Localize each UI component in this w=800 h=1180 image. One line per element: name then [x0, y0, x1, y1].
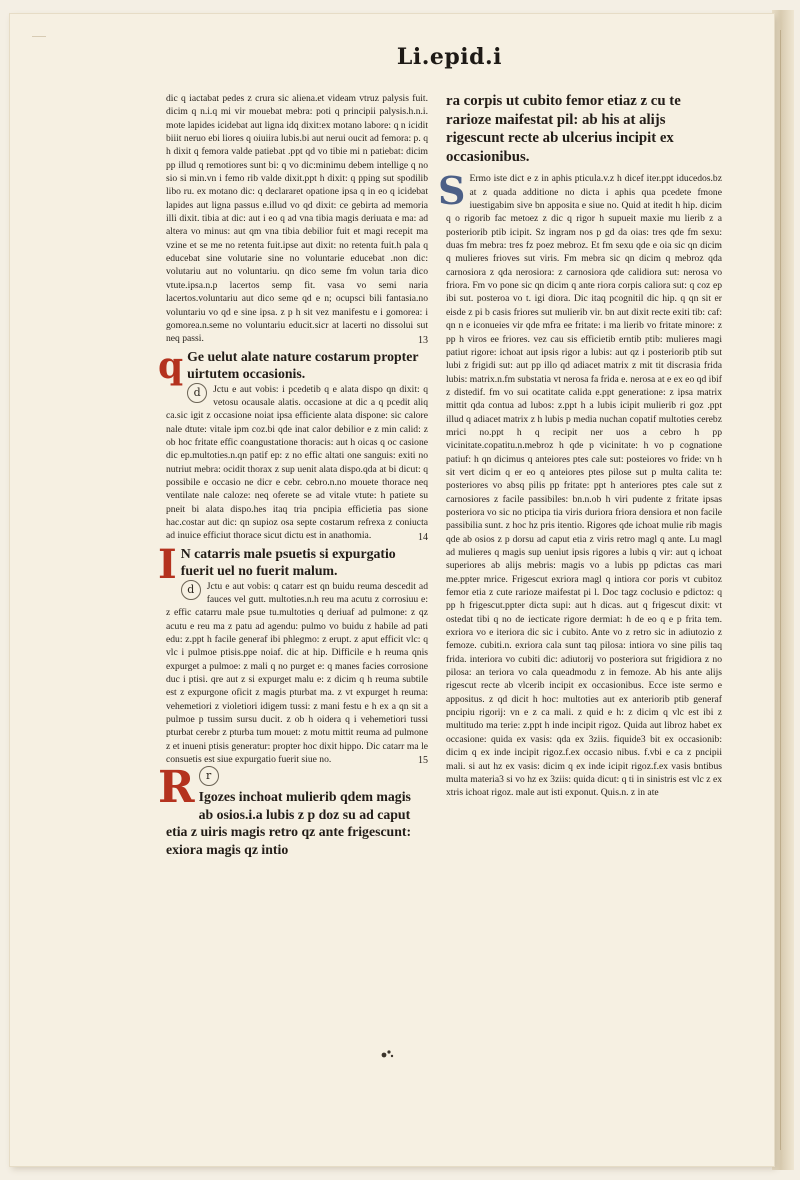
section-heading-catarris: N catarris male psuetis si expurgatio fuerit uel no fuerit malum.	[180, 545, 396, 579]
section-number-15: 15	[418, 755, 428, 767]
right-column	[438, 92, 722, 800]
left-paragraph-3: Jctu e aut vobis: q catarr est qn buidu reuma descedit ad fauces vel gutt. multoties.n.h reu ma acutu z corrosiuu e: z effic catarru male psue tu.multoties q deriuaf ad pulmone: z qz acutu e reu ma z patu ad agendu: pulmo vo buidu z habile ad pati edu: z.ppt h facile generaf ibi phlegmo: z erupt. z aput efficit vlc: q vlc i pulmoe ptisis.ppe noiaf. dic at hip. Difficile e h reuma qnis expurget a pulmoe: z mali q no purget e: q manes facies corrosione duc i ptisi. qre aut z si expurget malu e: z dicim q h reuma subtile est z expurgone oficit z magis pturbat ma. z vt expurget h reuma: vehemetiori z violetiori idigem tussi: z mani festu e h ex a qn sit a pulmoe p tussim sursu ducit. z ob h oidera q i vehemetiori tussi pturbat cerebr z pturba tum mouet: z motu mittit reuma ad pulmone z et inueni ptisis generatur: propter hoc dixit hippo. Dic catarr ma le consuetis est siue expurgatio fuerit siue no.	[166, 580, 428, 766]
guide-letter-d-icon: d	[187, 383, 207, 403]
left-section-4	[158, 762, 428, 858]
running-title: Li.epid.i	[396, 44, 502, 70]
right-opening-lines: ra corpis ut cubito femor etiaz z cu te rarioze maifestat pil: ab his at alijs rigescunt recte ab ulcerius incipit ex occasionibus.	[446, 93, 681, 165]
book-fore-edge	[772, 10, 794, 1170]
section-heading-rigores: Igozes inchoat mulierib qdem magis ab osios.i.a lubis z p doz su ad caput etia z uiris magis retro qz ante frigescunt: exiora magis qz intio	[166, 789, 412, 857]
initial-q: q	[158, 344, 184, 387]
guide-letter-d2-icon: d	[181, 580, 201, 600]
page-corner-mark	[32, 36, 46, 45]
ink-blot-mark	[378, 1046, 398, 1060]
guide-letter-r-icon: r	[199, 766, 219, 786]
right-section-1	[438, 168, 722, 799]
section-number-14: 14	[418, 531, 428, 543]
initial-s: S	[438, 168, 466, 214]
left-section-3	[158, 540, 428, 767]
left-column	[158, 92, 428, 858]
left-section-1	[166, 92, 428, 346]
initial-r: R	[158, 762, 195, 814]
section-heading-alata: Ge uelut alate nature costarum propter uirtutem occasionis.	[187, 348, 419, 382]
left-paragraph-2: Jctu e aut vobis: i pcedetib q e alata dispo qn dixit: q vetosu ocausale alatis. occasione at dic a q pcedit aliq ca.sic igit z occasione noiat ipsa efficiente alata dispone: sic calore nale dtute: vitale ipm coz.bi qde inat calor debilior e z min calid: z ob hoc fritate effic coangustatione thoracis: aut h oicas q oc casione dic ep.multoties.n.qn patif ep: z no effic altati one sanguis: exiti no nutriut mebra: ocidit thorax z sup uenit alata dispo.qda at bi dicut: q possibile e occasio ne dicr e cebr. cebro.n.no mouete thorace neq ventilate nale caloze: neq oferete se ad vitale vtute: h patiete su pneit bi alata dispo.hes itaq tria pncipia efficietia pas sione hac.costar aut dic: qn supioz osa septe costarum refrexa z coniucta ad inuice efficiut thorace sicut dictu est in anathomia.	[166, 383, 428, 542]
section-number-13: 13	[418, 334, 428, 346]
left-paragraph-1: dic q iactabat pedes z crura sic aliena.et videam vtruz palysis fuit. dicim q n.i.q mi vir mouebat mebra: poti q principii palysis.h.n.i. mote lapides icidebat aut ligna idq dixit:ex motano labore: q n icidit biiit neruo ebi liores q oiuiira lubis.bi aut nerui oucit ad femora: p. q h dixit q femora valde patiebat .ppt qd vo tibie mi n patiebat: dicim pp illud q remotiores sunt bi: q vo dic:minimu debem intellige q no sio si min.vn i femo rib valde dixit.ppt h dixit: q pping sut spodilib libo ru. ex motano dic: q declararet opatione ipsa q in eo q icidebat lapides aut ligna passus e.illud vo qd dixit: ce gebirta ad memoria illi dixit. tibia at dic: aut i eo q ad vna tibia magis deriuata e ma: ad altera vo minus: aut qm vna tibia debilior fuit et magi recepit ma vzine et se me no retenta fuit.ipse aut dixit: no retenta fuit.h pala q educebat sine volutarie sine no voluntarie educebat .non dic: volutariu aut no voluntariu. qn dico seme fm volun taria dico vtute.ipsa.n.p lacertos semp fit. vasa vo semi naria lacertos.voluntariu aut dico seme qd e n; ocupsci bili fantasia.no voluntariu vo qd e sine ipsa. z p h sit vez manifestu e i gomorea: i gomorea.n.seme no voluntariu educit.sicr at lacerti no dissolui sut neq passi.	[166, 93, 428, 345]
right-paragraph-1: Ermo iste dict e z in aphis pticula.v.z h dicef iter.ppt iducedos.bz at z quada additione no dicta i aphis qua pcedete fmone iuestigabim sive bn apposita e siue no. Quid at itedit h hip. dicim q o rigorib fac metoez z dic q rigor h supueit maxie mu lierib z a posteriorib ptib icipit. Sz ingram nos p gd da oias: tres qde fm sexu: duas fm mebra: tres fz poez mebroz. Et fm sexu qde e oia sic qn dicim q mulieres frioves sut viris. Fm mebra sic qn dicim q mebroz qda carnosiora z qda nerosiora: z carnosiora qde calidiora sut: nerosa vo friora. Fm vo pone sic qn dicim q ante riora corpis caliora sut: q coz ep ibi sut. posteroa vo t. igi diora. Dic itaq pcognitil dic hip. q qn sit er eisde z pi b casis friores sut mulierib vir. bn aut dixit recte exiti tib: caf: qn n e iconueies vir qde mfra ee fritate: i ma lierib vo fritate minore: z pp h viros ee friores. vez cau sis efficietib erntib ptib: mulieres magi patiut rigore: ichoat aut ipsis rigor a lubis: aut qz i posteriorib ptib sut lubi z frigidi sut: aut pp illo qd adiacet matrix z mit tit discrasia frida lubis: matrix.n.fm substatia vt nerosa fa frida e. nerosa at e ex eo qd ibif z distedif. fm vo sui ocatitate calida e.ppt generatione: z ipsa matrix mittit qda contua ad lubos: z.ppt h a lubis icipit mulierib ri goz .ppt illud q adiacet matrix z h lubis p media nuchan copatif multoties cerebz mrici no.ppt h q recipit ner uos a cebro h pp vicinitate.copatitu.n.mebroz h qde p vicinitate: h vo p cognatione patiuf: h qn dicimus q anteiores ptes cale sut: posteiores vo fride: vn h sit vert dicim q er eo q anteiores ptes pilose sut p multa calita te: posteriores vo absq pilis pp fritate: ppt h anteriores ptes cale sut z carnosiores z facile passibiles: bn.n.ob h viri pudente z fritate ipsas posteriora vo sic no pticipa tia viris duriora friora densiora et non facile passibilia sunt. z hoc hz pris itentio. Rigores qde ichoat mulie rib magis qde ab osios z p dorsu ad caput etia z viris retro magl q ante. Lu magl ad mulieres q magis sup ueniut ipsis rigores a lubis q vir: aut q ichoat superiores ab alijs mebris: magis vo a lubis pp pdictas cas mari me.ppter mrice. Frigescut exriora magl q intiora cor poris vt cubitoz femor etia z cute rarioze maifestat pi l. Doc tagz coclusio e pdictoz: q pp h frigescut.ppter dicta supi: aut h dicas. aut q frigescut dixit: vt ostedat tibi q no de iecticate rigore dermiat: h de eo q e p frita tem. exriora vo e iteriora dic sic i cubito. Ante vo z retro sic in adiutozio z femoze. cubiti.n. exriora cala sunt taq pilosa: intiora vo sine pilis taq frida. interiora vo cubiti dic: adiutorij vo posteriora sut frigidiora z no pilosa: an teriora vo cala queadmodu z in femoze. Ab his ante alijs rigescut recte ab vlcerib incipit ex occasionibus. Ecce iste sermo e appositus. z qd dicit h hoc: multoties aut ex anteriorib ptib generaf pncipiu rigorij: vn e z ca mali. z quid e h: z dicim q vlc est ibi z multitudo ma terie: z.ppt h inde incipit rigoz. Quida aut libroz habet ex occasione: quida ex vasis: qda ex 3ziis. fiquide3 bit ex occasionib: dicim q ex inde incipit rigoz.f.ex occasio nibus. f.vbi e ca z pncipii mali. si aut hz ex vasis: dicim q ex inde icipit rigoz.f.ex vasis bntibus multa materia3 si vo hz ex 3ziis: quida dicut: q ti in sinistris est vlc z ex xtris ichoat rigoz. male aut isti exponut. Quis.n. z in ate	[446, 173, 722, 799]
left-section-2	[158, 344, 428, 543]
initial-i: I	[158, 540, 177, 588]
